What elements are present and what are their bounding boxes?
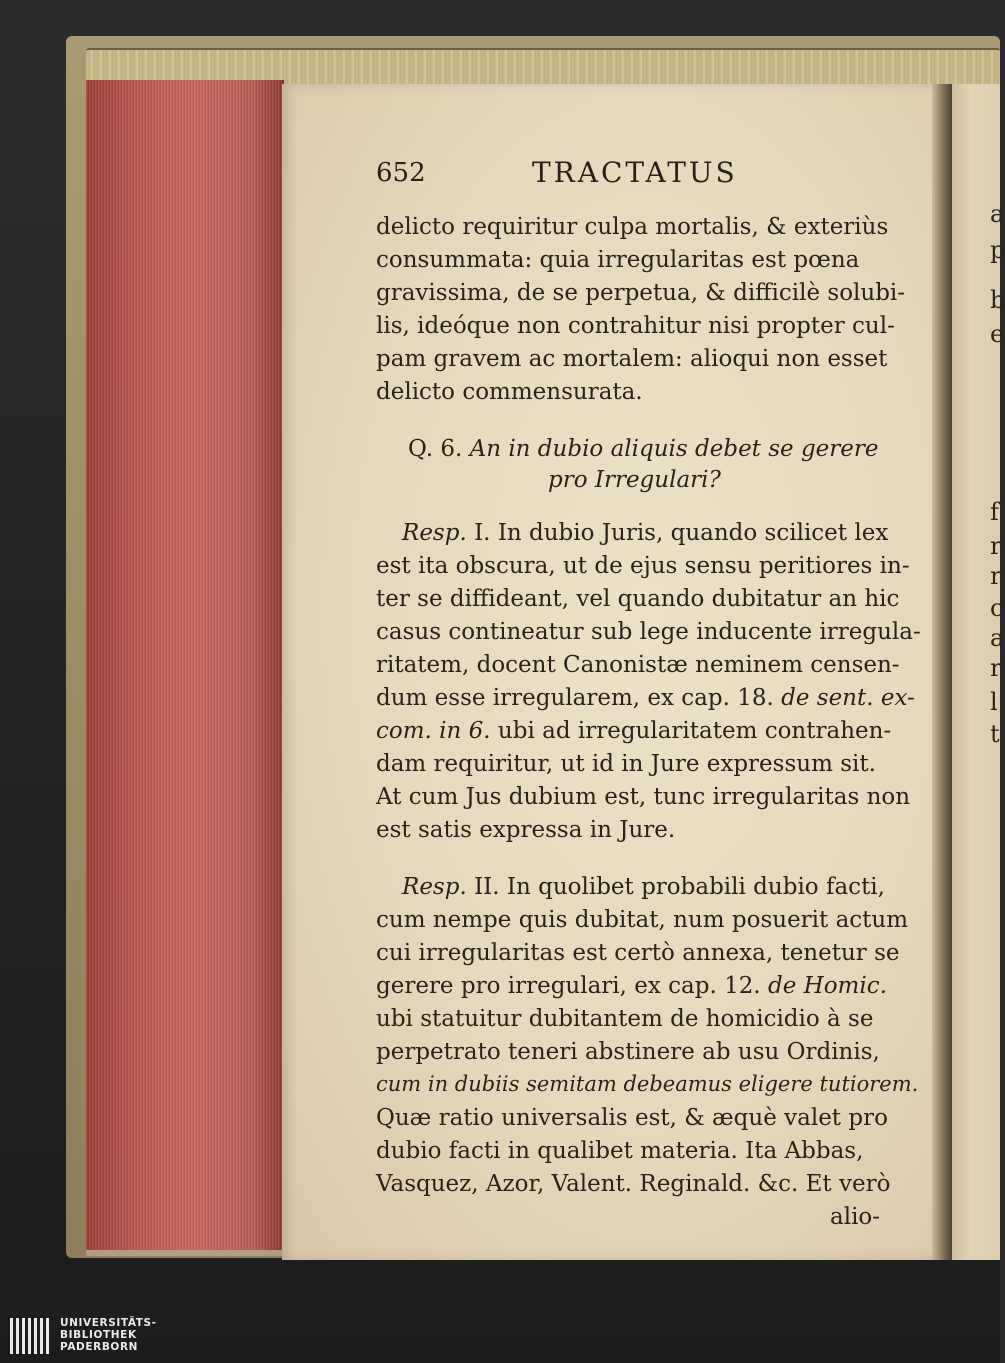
text-line: ritatem, docent Canonistæ neminem censen- [376,652,900,678]
resp-text: In dubio Juris, quando scilicet lex [497,520,889,546]
text-line: cum nempe quis dubitat, num posuerit actum [376,907,909,933]
next-page-letter: a [990,624,1005,652]
text-line: dubio facti in qualibet materia. Ita Abbas, [376,1138,864,1164]
next-page-letter: r [990,562,1002,590]
text-line: gravissima, de se perpetua, & difficilè solubi- [376,280,906,306]
catchword: alio- [830,1204,881,1230]
next-page-letter: t [990,720,1000,748]
question-text-line1: An in dubio aliquis debet se gerere [469,436,879,462]
resp-text: In quolibet probabili dubio facti, [506,874,885,900]
library-logo-icon [8,1314,52,1358]
text-line: ubi statuitur dubitantem de homicidio à se [376,1006,874,1032]
next-page-letter: f [990,498,999,526]
response-2-first-line [402,874,885,900]
text-line: est ita obscura, ut de ejus sensu peritiores in- [376,553,910,579]
text-line [376,718,891,744]
text-line: ter se diffideant, vel quando dubitatur an hic [376,586,900,612]
text-line: cui irregularitas est certò annexa, tenetur se [376,940,900,966]
citation-text: ubi ad irregularitatem contrahen- [497,718,892,744]
text-line: pam gravem ac mortalem: alioqui non esset [376,346,888,372]
running-head: TRACTATUS [532,156,738,189]
next-page-letter: r [990,654,1002,682]
library-logo-text [60,1317,157,1353]
text-line: est satis expressa in Jure. [376,817,676,843]
resp-number: II. [474,874,500,900]
logo-line2: BIBLIOTHEK [60,1329,137,1341]
resp-number: I. [474,520,491,546]
question-label: Q. 6. [408,436,463,462]
text-line: lis, ideóque non contrahitur nisi propter cul- [376,313,895,339]
library-logo [8,1314,168,1356]
logo-line1: UNIVERSITÄTS- [60,1317,157,1329]
next-page-letter: l [990,688,998,716]
text-line: Vasquez, Azor, Valent. Reginald. &c. Et verò [376,1171,891,1197]
text-line-italic: cum in dubiis semitam debeamus eligere tutiorem. [376,1072,919,1096]
text-line: dam requiritur, ut id in Jure expressum sit. [376,751,876,777]
text-line [376,685,915,711]
question-heading [408,436,879,462]
question-text-line2: pro Irregulari? [548,467,721,493]
next-page-letter: c [990,594,1004,622]
resp-label: Resp. [402,874,467,900]
response-1-first-line [402,520,888,546]
next-page-letter: p [990,236,1005,264]
text-line: Quæ ratio universalis est, & æquè valet pro [376,1105,888,1131]
text-line: delicto commensurata. [376,379,643,405]
text-line: delicto requiritur culpa mortalis, & exteriùs [376,214,889,240]
citation-italic: de Homic. [768,973,887,999]
text-line: casus contineatur sub lege inducente irregula- [376,619,921,645]
citation-text: dum esse irregularem, ex cap. 18. [376,685,774,711]
page-header [376,154,746,194]
next-page-letter: e [990,320,1005,348]
page-number: 652 [376,158,426,188]
citation-italic: de sent. ex- [781,685,915,711]
next-page-letter: a [990,200,1005,228]
next-page-letter: b [990,286,1005,314]
resp-label: Resp. [402,520,467,546]
text-line: At cum Jus dubium est, tunc irregularitas non [376,784,911,810]
text-line: consummata: quia irregularitas est pœna [376,247,860,273]
text-line [376,973,887,999]
logo-line3: PADERBORN [60,1341,139,1353]
book-fore-edge-red [86,80,284,1256]
citation-text: gerere pro irregulari, ex cap. 12. [376,973,761,999]
next-page-letter: r [990,532,1002,560]
book-gutter [932,84,954,1260]
text-line: perpetrato teneri abstinere ab usu Ordinis, [376,1039,880,1065]
citation-italic: com. in 6. [376,718,491,744]
